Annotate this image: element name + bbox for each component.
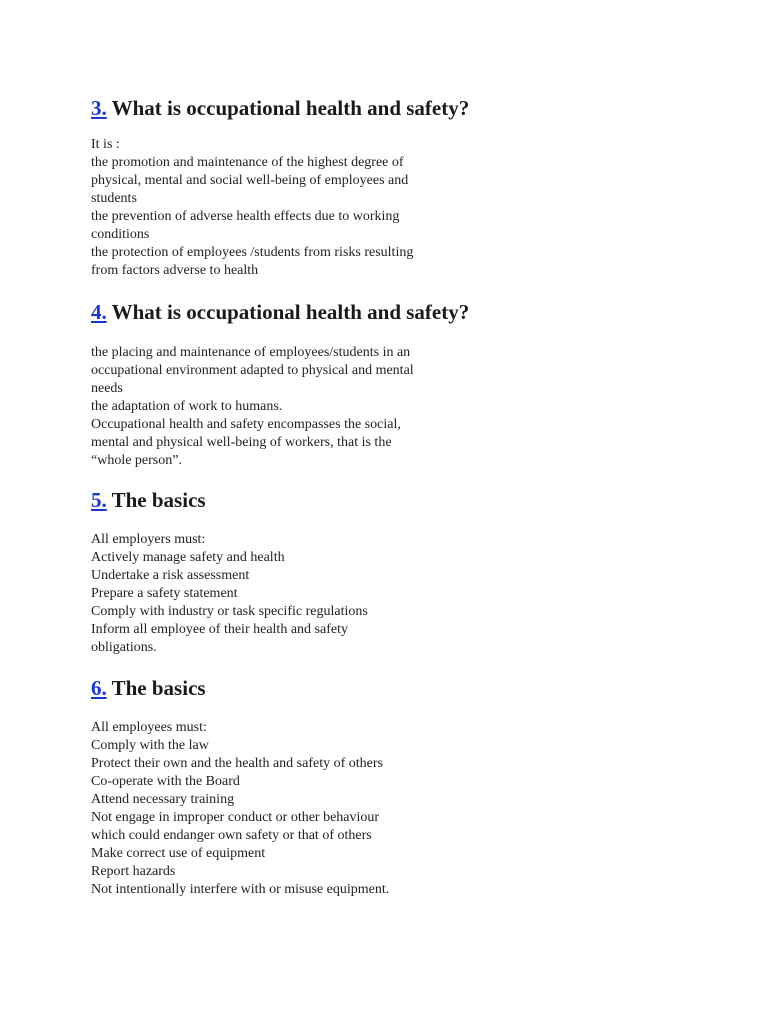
body-line: the promotion and maintenance of the highest degree of xyxy=(91,155,404,170)
section-title: What is occupational health and safety? xyxy=(111,96,470,120)
body-line: Comply with industry or task specific regulations xyxy=(91,604,368,619)
section-number-link[interactable]: 4. xyxy=(91,300,107,324)
body-line: All employees must: xyxy=(91,720,207,735)
section-heading xyxy=(91,95,711,121)
section-body xyxy=(91,531,711,657)
body-line: Protect their own and the health and safety of others xyxy=(91,756,383,771)
body-line: obligations. xyxy=(91,640,157,655)
body-line: physical, mental and social well-being of employees and xyxy=(91,173,409,188)
body-line: Undertake a risk assessment xyxy=(91,568,250,583)
section-body xyxy=(91,344,711,470)
section-heading xyxy=(91,675,711,701)
body-line: “whole person”. xyxy=(91,453,182,468)
body-line: Prepare a safety statement xyxy=(91,586,238,601)
section-heading xyxy=(91,487,711,513)
body-line: Inform all employee of their health and safety xyxy=(91,622,348,637)
section-heading xyxy=(91,299,711,325)
body-line: students xyxy=(91,191,137,206)
body-line: needs xyxy=(91,381,123,396)
section-number-link[interactable]: 5. xyxy=(91,488,107,512)
section-body xyxy=(91,136,711,280)
body-line: Occupational health and safety encompasses the social, xyxy=(91,417,401,432)
body-line: the adaptation of work to humans. xyxy=(91,399,283,414)
body-line: conditions xyxy=(91,227,150,242)
body-line: Comply with the law xyxy=(91,738,209,753)
section-number-link[interactable]: 6. xyxy=(91,676,107,700)
section-body xyxy=(91,719,711,899)
body-line: Make correct use of equipment xyxy=(91,846,266,861)
section-title: What is occupational health and safety? xyxy=(111,300,470,324)
body-line: Co-operate with the Board xyxy=(91,774,240,789)
section-title: The basics xyxy=(111,488,206,512)
body-line: from factors adverse to health xyxy=(91,263,259,278)
body-line: All employers must: xyxy=(91,532,206,547)
section-6 xyxy=(91,675,711,899)
body-line: Actively manage safety and health xyxy=(91,550,285,565)
section-title: The basics xyxy=(111,676,206,700)
body-line: Not engage in improper conduct or other behaviour xyxy=(91,810,380,825)
section-number-link[interactable]: 3. xyxy=(91,96,107,120)
body-line: Not intentionally interfere with or misuse equipment. xyxy=(91,882,390,897)
body-line: which could endanger own safety or that of others xyxy=(91,828,372,843)
body-line: the protection of employees /students from risks resulting xyxy=(91,245,414,260)
body-line: the placing and maintenance of employees/students in an xyxy=(91,345,411,360)
section-3 xyxy=(91,95,711,280)
body-line: the prevention of adverse health effects due to working xyxy=(91,209,400,224)
body-line: It is : xyxy=(91,137,120,152)
body-line: Attend necessary training xyxy=(91,792,235,807)
body-line: Report hazards xyxy=(91,864,176,879)
section-5 xyxy=(91,487,711,657)
body-line: occupational environment adapted to physical and mental xyxy=(91,363,414,378)
section-4 xyxy=(91,299,711,470)
body-line: mental and physical well-being of workers, that is the xyxy=(91,435,392,450)
